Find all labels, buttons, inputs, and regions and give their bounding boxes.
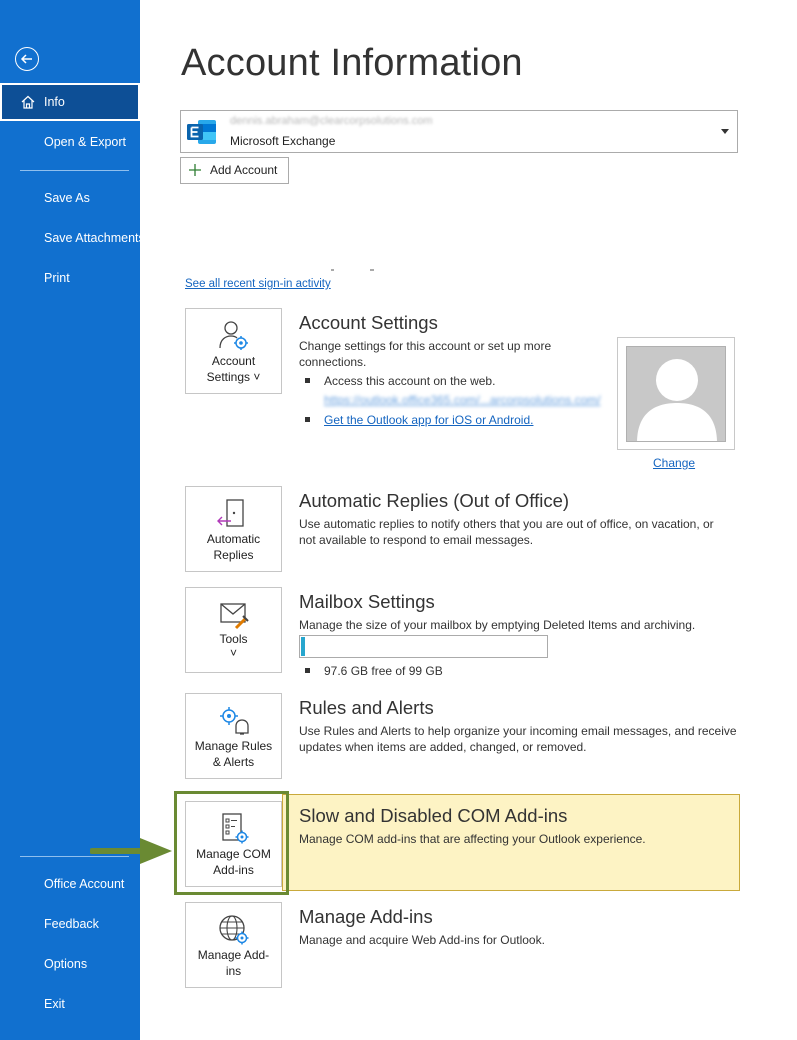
tools-tile[interactable] [185,587,282,673]
sidebar-item-print[interactable] [0,260,140,296]
sidebar-item-label: Options [44,957,88,971]
profile-photo[interactable] [617,337,735,450]
automatic-replies-desc: not available to respond to email messages. [299,533,534,547]
sidebar-item-label: Save Attachments [44,231,145,245]
sidebar-item-save-as[interactable] [0,180,140,216]
chevron-down-icon [721,129,729,134]
tile-label: Add-ins [213,863,254,877]
auto-reply-icon [216,497,252,533]
globe-gear-icon [216,912,252,948]
back-arrow-icon [19,51,35,67]
home-icon [20,94,36,110]
tile-label: & Alerts [212,755,255,769]
tile-label: Account [211,354,256,368]
tile-label: Manage Rules [194,739,273,753]
tile-label: Manage Add- [197,948,270,962]
backstage-sidebar [0,0,145,1040]
mailbox-quota-bar [299,635,548,658]
tile-label: ˅ [229,646,237,660]
sidebar-item-label: Office Account [44,877,125,891]
account-settings-title: Account Settings [299,312,438,333]
account-dropdown[interactable] [180,110,738,153]
rules-alerts-tile[interactable] [185,693,282,779]
exchange-icon [186,116,218,148]
sidebar-item-options[interactable] [0,946,140,982]
rules-alerts-desc: Use Rules and Alerts to help organize your incoming email messages, and receive [299,724,737,738]
change-photo-link[interactable]: Change [653,456,696,470]
sidebar-item-feedback[interactable] [0,906,140,942]
com-addins-desc: Manage COM add-ins that are affecting your Outlook experience. [299,832,646,846]
recent-signin-link[interactable]: See all recent sign-in activity [185,278,331,290]
plus-icon [188,163,202,177]
mobile-app-link[interactable]: Get the Outlook app for iOS or Android. [324,413,534,427]
web-access-text: Access this account on the web. [324,374,496,388]
account-email: dennis.abraham@clearcorpsolutions.com [230,115,433,127]
tile-label: ins [225,964,242,978]
add-account-button[interactable] [180,157,289,184]
manage-addins-tile[interactable] [185,902,282,988]
add-account-label: Add Account [210,163,278,177]
sidebar-item-office-account[interactable] [0,866,140,902]
automatic-replies-tile[interactable] [185,486,282,572]
sidebar-divider [20,170,129,171]
tile-label: Automatic [206,532,261,546]
bullet [305,378,310,383]
account-type: Microsoft Exchange [230,134,336,148]
annotation-arrow-icon [90,835,175,867]
sidebar-item-exit[interactable] [0,986,140,1022]
person-gear-icon [216,318,252,354]
mailbox-free-space: 97.6 GB free of 99 GB [324,664,443,678]
mailbox-tools-icon [216,598,252,634]
sidebar-item-label: Feedback [44,917,99,931]
page-title: Account Information [181,42,523,84]
rules-alerts-title: Rules and Alerts [299,697,434,718]
tile-label: Tools [219,632,248,646]
sidebar-item-label: Exit [44,997,65,1011]
sidebar-item-label: Info [44,95,65,109]
automatic-replies-title: Automatic Replies (Out of Office) [299,490,570,511]
bullet [305,668,310,673]
sidebar-item-label: Print [44,271,70,285]
mailbox-settings-desc: Manage the size of your mailbox by emptying Deleted Items and archiving. [299,618,696,632]
manage-addins-desc: Manage and acquire Web Add-ins for Outlook. [299,933,545,947]
tile-label: Settings ˅ [206,370,261,384]
sidebar-item-save-attachments[interactable] [0,220,145,256]
tile-label: Replies [213,548,254,562]
mailbox-settings-title: Mailbox Settings [299,591,435,612]
automatic-replies-desc: Use automatic replies to notify others that you are out of office, on vacation, or [299,517,714,531]
sidebar-item-open-export[interactable] [0,124,140,160]
rules-gear-icon [216,703,252,739]
tile-label: Manage COM [196,847,271,861]
account-settings-tile[interactable] [185,308,282,394]
mailbox-quota-fill [301,637,305,656]
sidebar-item-label: Save As [44,191,90,205]
default-avatar-icon [627,347,726,442]
back-button[interactable] [15,47,39,71]
account-settings-desc: connections. [299,355,367,369]
rules-alerts-desc: updates when items are added, changed, or removed. [299,740,587,754]
com-addins-title: Slow and Disabled COM Add-ins [299,805,568,826]
bullet [305,417,310,422]
clipped-text-fragment [330,268,375,272]
outlook-web-link[interactable]: https://outlook.office365.com/...arcorpsolutions.com/ [324,393,601,407]
sidebar-item-label: Open & Export [44,135,126,149]
manage-addins-title: Manage Add-ins [299,906,433,927]
avatar [626,346,726,442]
sidebar-item-info[interactable] [0,83,140,121]
account-settings-desc: Change settings for this account or set up more [299,339,552,353]
annotation-highlight-frame [174,791,289,895]
